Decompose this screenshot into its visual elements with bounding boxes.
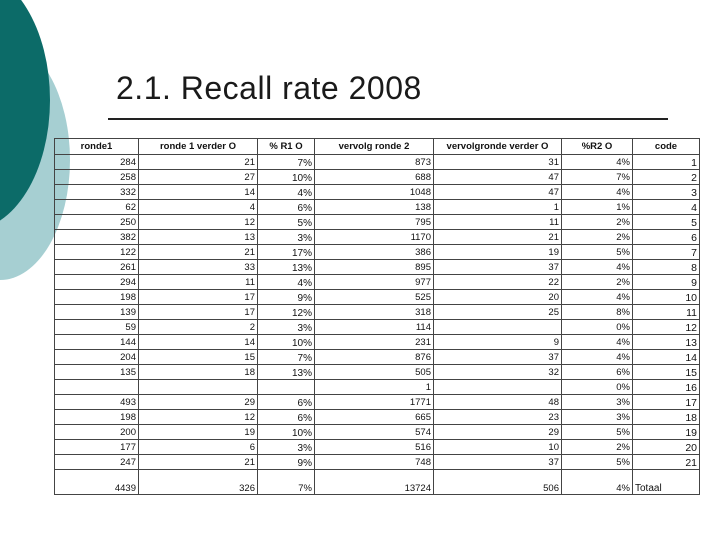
ronde1-verder-cell: 27: [139, 170, 258, 185]
table-row: [55, 215, 700, 230]
pct-r2-cell: 5%: [562, 455, 633, 470]
vervolgronde-verder-cell: 22: [434, 275, 562, 290]
table-row: [55, 335, 700, 350]
pct-r2-cell: 4%: [562, 350, 633, 365]
vervolgronde-verder-cell: 29: [434, 425, 562, 440]
pct-r1-cell: 4%: [258, 185, 315, 200]
ronde1-cell: 177: [55, 440, 139, 455]
code-cell: 10: [633, 290, 700, 305]
ronde1-cell: 250: [55, 215, 139, 230]
code-cell: 20: [633, 440, 700, 455]
ronde1-verder-cell: 19: [139, 425, 258, 440]
pct-r2-cell: 4%: [562, 260, 633, 275]
vervolg-ronde2-cell: 795: [315, 215, 434, 230]
ronde1-verder-cell: 18: [139, 365, 258, 380]
pct-r1-cell: 17%: [258, 245, 315, 260]
title-underline: [108, 118, 668, 120]
table-row: [55, 320, 700, 335]
table-row: [55, 305, 700, 320]
pct-r1-cell: 13%: [258, 260, 315, 275]
ronde1-cell: 332: [55, 185, 139, 200]
code-cell: 3: [633, 185, 700, 200]
code-cell: 17: [633, 395, 700, 410]
pct-r2-cell: 4%: [562, 335, 633, 350]
code-cell: 18: [633, 410, 700, 425]
vervolgronde-verder-cell: [434, 380, 562, 395]
ronde1-cell: 144: [55, 335, 139, 350]
code-cell: 16: [633, 380, 700, 395]
vervolgronde-verder-cell: 10: [434, 440, 562, 455]
pct-r1-cell: 7%: [258, 155, 315, 170]
recall-rate-table: [54, 138, 700, 495]
table-row: [55, 185, 700, 200]
table-row: [55, 170, 700, 185]
total-label: Totaal: [633, 470, 700, 495]
pct-r1-cell: 5%: [258, 215, 315, 230]
code-cell: 11: [633, 305, 700, 320]
vervolg-ronde2-cell: 1170: [315, 230, 434, 245]
pct-r2-cell: 4%: [562, 185, 633, 200]
ronde1-verder-cell: 21: [139, 455, 258, 470]
vervolgronde-verder-cell: 25: [434, 305, 562, 320]
ronde1-cell: 284: [55, 155, 139, 170]
ronde1-cell: 135: [55, 365, 139, 380]
ronde1-verder-cell: [139, 380, 258, 395]
ronde1-cell: 200: [55, 425, 139, 440]
pct-r1-cell: 9%: [258, 290, 315, 305]
vervolgronde-verder-cell: [434, 320, 562, 335]
vervolg-ronde2-cell: 516: [315, 440, 434, 455]
vervolg-ronde2-cell: 748: [315, 455, 434, 470]
pct-r2-cell: 2%: [562, 440, 633, 455]
vervolg-ronde2-cell: 1048: [315, 185, 434, 200]
total-cell: 13724: [315, 470, 434, 495]
ronde1-verder-cell: 11: [139, 275, 258, 290]
total-cell: 326: [139, 470, 258, 495]
vervolgronde-verder-cell: 48: [434, 395, 562, 410]
pct-r2-cell: 2%: [562, 230, 633, 245]
pct-r1-cell: 10%: [258, 425, 315, 440]
ronde1-cell: 382: [55, 230, 139, 245]
table-row: [55, 395, 700, 410]
ronde1-cell: 204: [55, 350, 139, 365]
pct-r2-cell: 3%: [562, 395, 633, 410]
vervolgronde-verder-cell: 47: [434, 185, 562, 200]
pct-r1-cell: 9%: [258, 455, 315, 470]
ronde1-verder-cell: 4: [139, 200, 258, 215]
vervolg-ronde2-cell: 1771: [315, 395, 434, 410]
column-header: vervolgronde verder O: [434, 139, 562, 155]
ronde1-cell: 258: [55, 170, 139, 185]
total-cell: 4%: [562, 470, 633, 495]
code-cell: 8: [633, 260, 700, 275]
pct-r2-cell: 2%: [562, 215, 633, 230]
code-cell: 7: [633, 245, 700, 260]
column-header: %R2 O: [562, 139, 633, 155]
table-row: [55, 455, 700, 470]
vervolgronde-verder-cell: 1: [434, 200, 562, 215]
pct-r1-cell: 3%: [258, 230, 315, 245]
code-cell: 15: [633, 365, 700, 380]
table-row: [55, 440, 700, 455]
vervolgronde-verder-cell: 9: [434, 335, 562, 350]
table-row: [55, 290, 700, 305]
vervolg-ronde2-cell: 895: [315, 260, 434, 275]
vervolgronde-verder-cell: 37: [434, 350, 562, 365]
code-cell: 5: [633, 215, 700, 230]
pct-r2-cell: 0%: [562, 320, 633, 335]
column-header: code: [633, 139, 700, 155]
total-cell: 506: [434, 470, 562, 495]
pct-r1-cell: 7%: [258, 350, 315, 365]
table-row: [55, 365, 700, 380]
code-cell: 9: [633, 275, 700, 290]
total-cell: 4439: [55, 470, 139, 495]
vervolgronde-verder-cell: 20: [434, 290, 562, 305]
ronde1-verder-cell: 29: [139, 395, 258, 410]
code-cell: 1: [633, 155, 700, 170]
pct-r2-cell: 4%: [562, 155, 633, 170]
table-header-row: [55, 139, 700, 155]
ronde1-verder-cell: 14: [139, 185, 258, 200]
ronde1-verder-cell: 12: [139, 410, 258, 425]
vervolg-ronde2-cell: 138: [315, 200, 434, 215]
ronde1-verder-cell: 15: [139, 350, 258, 365]
ronde1-verder-cell: 21: [139, 245, 258, 260]
table-row: [55, 410, 700, 425]
vervolg-ronde2-cell: 873: [315, 155, 434, 170]
ronde1-verder-cell: 14: [139, 335, 258, 350]
vervolg-ronde2-cell: 386: [315, 245, 434, 260]
pct-r2-cell: 6%: [562, 365, 633, 380]
table-body: [55, 155, 700, 495]
table-row: [55, 380, 700, 395]
vervolgronde-verder-cell: 32: [434, 365, 562, 380]
total-cell: 7%: [258, 470, 315, 495]
ronde1-verder-cell: 17: [139, 290, 258, 305]
table-row: [55, 425, 700, 440]
column-header: ronde 1 verder O: [139, 139, 258, 155]
pct-r2-cell: 3%: [562, 410, 633, 425]
table-row: [55, 350, 700, 365]
total-row: [55, 470, 700, 495]
pct-r1-cell: [258, 380, 315, 395]
code-cell: 4: [633, 200, 700, 215]
slide-title: 2.1. Recall rate 2008: [116, 70, 422, 106]
pct-r1-cell: 12%: [258, 305, 315, 320]
ronde1-verder-cell: 33: [139, 260, 258, 275]
pct-r2-cell: 0%: [562, 380, 633, 395]
table-row: [55, 155, 700, 170]
ronde1-cell: 261: [55, 260, 139, 275]
pct-r1-cell: 6%: [258, 395, 315, 410]
code-cell: 21: [633, 455, 700, 470]
column-header: vervolg ronde 2: [315, 139, 434, 155]
ronde1-verder-cell: 21: [139, 155, 258, 170]
vervolgronde-verder-cell: 31: [434, 155, 562, 170]
code-cell: 19: [633, 425, 700, 440]
ronde1-cell: 62: [55, 200, 139, 215]
code-cell: 2: [633, 170, 700, 185]
vervolgronde-verder-cell: 21: [434, 230, 562, 245]
pct-r2-cell: 2%: [562, 275, 633, 290]
pct-r1-cell: 10%: [258, 335, 315, 350]
column-header: % R1 O: [258, 139, 315, 155]
code-cell: 13: [633, 335, 700, 350]
vervolg-ronde2-cell: 318: [315, 305, 434, 320]
pct-r2-cell: 1%: [562, 200, 633, 215]
pct-r1-cell: 10%: [258, 170, 315, 185]
pct-r2-cell: 8%: [562, 305, 633, 320]
table-row: [55, 245, 700, 260]
ronde1-cell: 198: [55, 410, 139, 425]
vervolg-ronde2-cell: 505: [315, 365, 434, 380]
vervolg-ronde2-cell: 1: [315, 380, 434, 395]
vervolg-ronde2-cell: 574: [315, 425, 434, 440]
table-row: [55, 275, 700, 290]
ronde1-cell: 139: [55, 305, 139, 320]
code-cell: 12: [633, 320, 700, 335]
vervolg-ronde2-cell: 977: [315, 275, 434, 290]
pct-r1-cell: 3%: [258, 320, 315, 335]
ronde1-verder-cell: 13: [139, 230, 258, 245]
column-header: ronde1: [55, 139, 139, 155]
pct-r1-cell: 6%: [258, 200, 315, 215]
pct-r2-cell: 4%: [562, 290, 633, 305]
code-cell: 14: [633, 350, 700, 365]
table-row: [55, 200, 700, 215]
vervolgronde-verder-cell: 23: [434, 410, 562, 425]
vervolgronde-verder-cell: 19: [434, 245, 562, 260]
table-row: [55, 230, 700, 245]
vervolgronde-verder-cell: 37: [434, 260, 562, 275]
ronde1-cell: 59: [55, 320, 139, 335]
pct-r1-cell: 4%: [258, 275, 315, 290]
pct-r1-cell: 6%: [258, 410, 315, 425]
pct-r2-cell: 5%: [562, 245, 633, 260]
vervolgronde-verder-cell: 11: [434, 215, 562, 230]
ronde1-verder-cell: 12: [139, 215, 258, 230]
vervolgronde-verder-cell: 47: [434, 170, 562, 185]
vervolg-ronde2-cell: 525: [315, 290, 434, 305]
ronde1-cell: [55, 380, 139, 395]
code-cell: 6: [633, 230, 700, 245]
table-row: [55, 260, 700, 275]
ronde1-cell: 294: [55, 275, 139, 290]
pct-r2-cell: 7%: [562, 170, 633, 185]
pct-r1-cell: 13%: [258, 365, 315, 380]
ronde1-verder-cell: 6: [139, 440, 258, 455]
pct-r1-cell: 3%: [258, 440, 315, 455]
vervolg-ronde2-cell: 688: [315, 170, 434, 185]
ronde1-verder-cell: 17: [139, 305, 258, 320]
vervolgronde-verder-cell: 37: [434, 455, 562, 470]
vervolg-ronde2-cell: 114: [315, 320, 434, 335]
ronde1-cell: 493: [55, 395, 139, 410]
pct-r2-cell: 5%: [562, 425, 633, 440]
ronde1-verder-cell: 2: [139, 320, 258, 335]
ronde1-cell: 247: [55, 455, 139, 470]
vervolg-ronde2-cell: 231: [315, 335, 434, 350]
ronde1-cell: 122: [55, 245, 139, 260]
ronde1-cell: 198: [55, 290, 139, 305]
vervolg-ronde2-cell: 665: [315, 410, 434, 425]
vervolg-ronde2-cell: 876: [315, 350, 434, 365]
